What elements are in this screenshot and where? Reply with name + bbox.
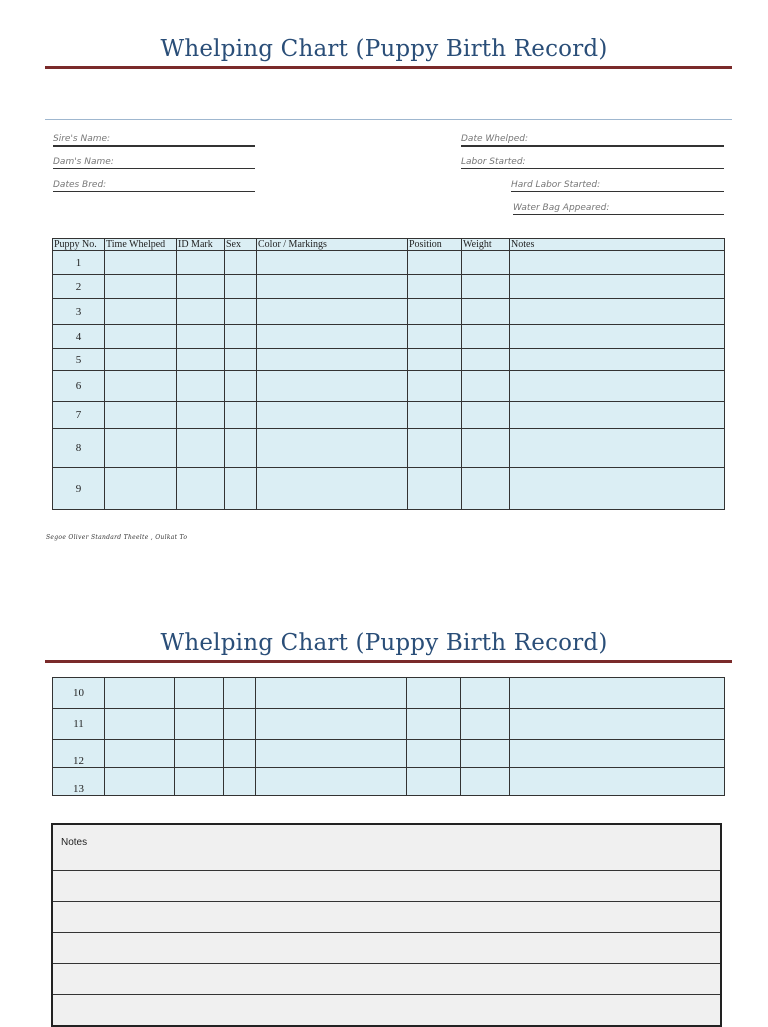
cell[interactable] <box>408 429 462 468</box>
cell[interactable] <box>256 740 407 768</box>
cell[interactable] <box>462 349 510 371</box>
table-header-row <box>53 239 725 251</box>
cell[interactable] <box>225 251 257 275</box>
cell[interactable] <box>177 371 225 402</box>
cell[interactable] <box>225 429 257 468</box>
cell[interactable] <box>510 371 725 402</box>
puppy-number: 6 <box>53 371 105 402</box>
cell[interactable] <box>510 768 725 796</box>
table-row <box>53 429 725 468</box>
cell[interactable] <box>257 371 408 402</box>
hard-labor-started-field[interactable] <box>511 180 724 192</box>
water-bag-appeared-label: Water Bag Appeared: <box>513 203 610 213</box>
cell[interactable] <box>257 349 408 371</box>
cell[interactable] <box>105 740 175 768</box>
cell[interactable] <box>225 299 257 325</box>
page-title-2: Whelping Chart (Puppy Birth Record) <box>160 630 608 656</box>
cell[interactable] <box>177 402 225 429</box>
page-title: Whelping Chart (Puppy Birth Record) <box>160 36 608 62</box>
table-row <box>53 325 725 349</box>
col-color-markings: Color / Markings <box>257 239 408 251</box>
cell[interactable] <box>177 251 225 275</box>
col-puppy-no: Puppy No. <box>53 239 105 251</box>
notes-cell[interactable] <box>52 933 721 964</box>
notes-cell[interactable] <box>52 871 721 902</box>
cell[interactable] <box>224 768 256 796</box>
cell[interactable] <box>461 740 510 768</box>
cell[interactable] <box>225 402 257 429</box>
cell[interactable] <box>177 325 225 349</box>
cell[interactable] <box>510 709 725 740</box>
cell[interactable] <box>105 768 175 796</box>
puppy-number: 11 <box>53 709 105 740</box>
cell[interactable] <box>225 371 257 402</box>
cell[interactable] <box>257 402 408 429</box>
notes-header-cell[interactable] <box>52 824 721 871</box>
notes-line <box>52 933 721 964</box>
cell[interactable] <box>225 325 257 349</box>
puppy-number: 7 <box>53 402 105 429</box>
cell[interactable] <box>408 371 462 402</box>
puppy-number: 12 <box>53 740 105 768</box>
cell[interactable] <box>105 275 177 299</box>
cell[interactable] <box>224 740 256 768</box>
cell[interactable] <box>462 251 510 275</box>
notes-cell[interactable] <box>52 964 721 995</box>
notes-cell[interactable] <box>52 995 721 1027</box>
cell[interactable] <box>510 468 725 510</box>
col-sex: Sex <box>225 239 257 251</box>
date-whelped-field[interactable] <box>461 134 724 146</box>
cell[interactable] <box>510 740 725 768</box>
cell[interactable] <box>408 402 462 429</box>
cell[interactable] <box>175 709 224 740</box>
notes-table <box>51 823 722 1027</box>
title-divider-2 <box>45 660 732 663</box>
cell[interactable] <box>510 299 725 325</box>
sire-name-label: Sire's Name: <box>53 134 111 144</box>
cell[interactable] <box>105 251 177 275</box>
cell[interactable] <box>225 468 257 510</box>
cell[interactable] <box>407 768 461 796</box>
cell[interactable] <box>177 468 225 510</box>
header-divider <box>45 119 732 120</box>
cell[interactable] <box>256 768 407 796</box>
labor-started-label: Labor Started: <box>461 157 526 167</box>
cell[interactable] <box>256 709 407 740</box>
cell[interactable] <box>461 709 510 740</box>
col-weight: Weight <box>462 239 510 251</box>
cell[interactable] <box>462 402 510 429</box>
cell[interactable] <box>105 678 175 709</box>
puppy-number: 2 <box>53 275 105 299</box>
cell[interactable] <box>257 468 408 510</box>
water-bag-appeared-field[interactable] <box>513 203 724 215</box>
cell[interactable] <box>462 371 510 402</box>
table-row <box>53 251 725 275</box>
notes-header-row <box>52 824 721 871</box>
cell[interactable] <box>461 768 510 796</box>
cell[interactable] <box>408 275 462 299</box>
cell[interactable] <box>510 349 725 371</box>
cell[interactable] <box>408 251 462 275</box>
notes-cell[interactable] <box>52 902 721 933</box>
cell[interactable] <box>105 349 177 371</box>
cell[interactable] <box>510 325 725 349</box>
cell[interactable] <box>462 299 510 325</box>
footer-note: Segoe Oliver Standard Theelte , Oulkat To <box>46 534 188 541</box>
cell[interactable] <box>257 251 408 275</box>
cell[interactable] <box>105 325 177 349</box>
notes-line <box>52 871 721 902</box>
table-row <box>53 768 725 796</box>
title-divider <box>45 66 732 69</box>
whelping-table <box>52 238 725 510</box>
notes-line <box>52 995 721 1027</box>
table-row <box>53 740 725 768</box>
table-row <box>53 709 725 740</box>
cell[interactable] <box>105 429 177 468</box>
puppy-number: 5 <box>53 349 105 371</box>
cell[interactable] <box>408 349 462 371</box>
table-row <box>53 678 725 709</box>
table-row <box>53 371 725 402</box>
table-row <box>53 275 725 299</box>
cell[interactable] <box>408 468 462 510</box>
notes-line <box>52 964 721 995</box>
cell[interactable] <box>408 325 462 349</box>
col-position: Position <box>408 239 462 251</box>
col-id-mark: ID Mark <box>177 239 225 251</box>
table-row <box>53 349 725 371</box>
cell[interactable] <box>257 325 408 349</box>
cell[interactable] <box>224 709 256 740</box>
cell[interactable] <box>257 299 408 325</box>
puppy-number: 3 <box>53 299 105 325</box>
dates-bred-field[interactable] <box>53 180 255 192</box>
cell[interactable] <box>462 429 510 468</box>
date-whelped-label: Date Whelped: <box>461 134 529 144</box>
cell[interactable] <box>257 275 408 299</box>
puppy-number: 10 <box>53 678 105 709</box>
puppy-number: 4 <box>53 325 105 349</box>
notes-line <box>52 902 721 933</box>
table-row <box>53 402 725 429</box>
cell[interactable] <box>462 275 510 299</box>
cell[interactable] <box>175 768 224 796</box>
puppy-number: 8 <box>53 429 105 468</box>
puppy-number: 13 <box>53 768 105 796</box>
cell[interactable] <box>510 678 725 709</box>
table-row <box>53 299 725 325</box>
dates-bred-label: Dates Bred: <box>53 180 107 190</box>
table-row <box>53 468 725 510</box>
cell[interactable] <box>105 371 177 402</box>
col-time-whelped: Time Whelped <box>105 239 177 251</box>
cell[interactable] <box>105 709 175 740</box>
cell[interactable] <box>462 468 510 510</box>
cell[interactable] <box>177 349 225 371</box>
cell[interactable] <box>408 299 462 325</box>
hard-labor-started-label: Hard Labor Started: <box>511 180 601 190</box>
cell[interactable] <box>462 325 510 349</box>
cell[interactable] <box>225 349 257 371</box>
cell[interactable] <box>105 468 177 510</box>
cell[interactable] <box>105 299 177 325</box>
cell[interactable] <box>510 402 725 429</box>
cell[interactable] <box>225 275 257 299</box>
cell[interactable] <box>175 678 224 709</box>
sire-name-field[interactable] <box>53 134 255 146</box>
cell[interactable] <box>510 275 725 299</box>
cell[interactable] <box>407 678 461 709</box>
cell[interactable] <box>461 678 510 709</box>
puppy-number: 1 <box>53 251 105 275</box>
dam-name-label: Dam's Name: <box>53 157 114 167</box>
notes-label: Notes <box>61 837 88 848</box>
cell[interactable] <box>177 299 225 325</box>
whelping-table-continued <box>52 677 725 796</box>
col-notes: Notes <box>510 239 725 251</box>
cell[interactable] <box>510 251 725 275</box>
dam-name-field[interactable] <box>53 157 255 169</box>
cell[interactable] <box>407 709 461 740</box>
labor-started-field[interactable] <box>461 157 724 169</box>
puppy-number: 9 <box>53 468 105 510</box>
cell[interactable] <box>177 275 225 299</box>
cell[interactable] <box>177 429 225 468</box>
cell[interactable] <box>407 740 461 768</box>
cell[interactable] <box>256 678 407 709</box>
cell[interactable] <box>257 429 408 468</box>
cell[interactable] <box>175 740 224 768</box>
cell[interactable] <box>510 429 725 468</box>
cell[interactable] <box>105 402 177 429</box>
cell[interactable] <box>224 678 256 709</box>
